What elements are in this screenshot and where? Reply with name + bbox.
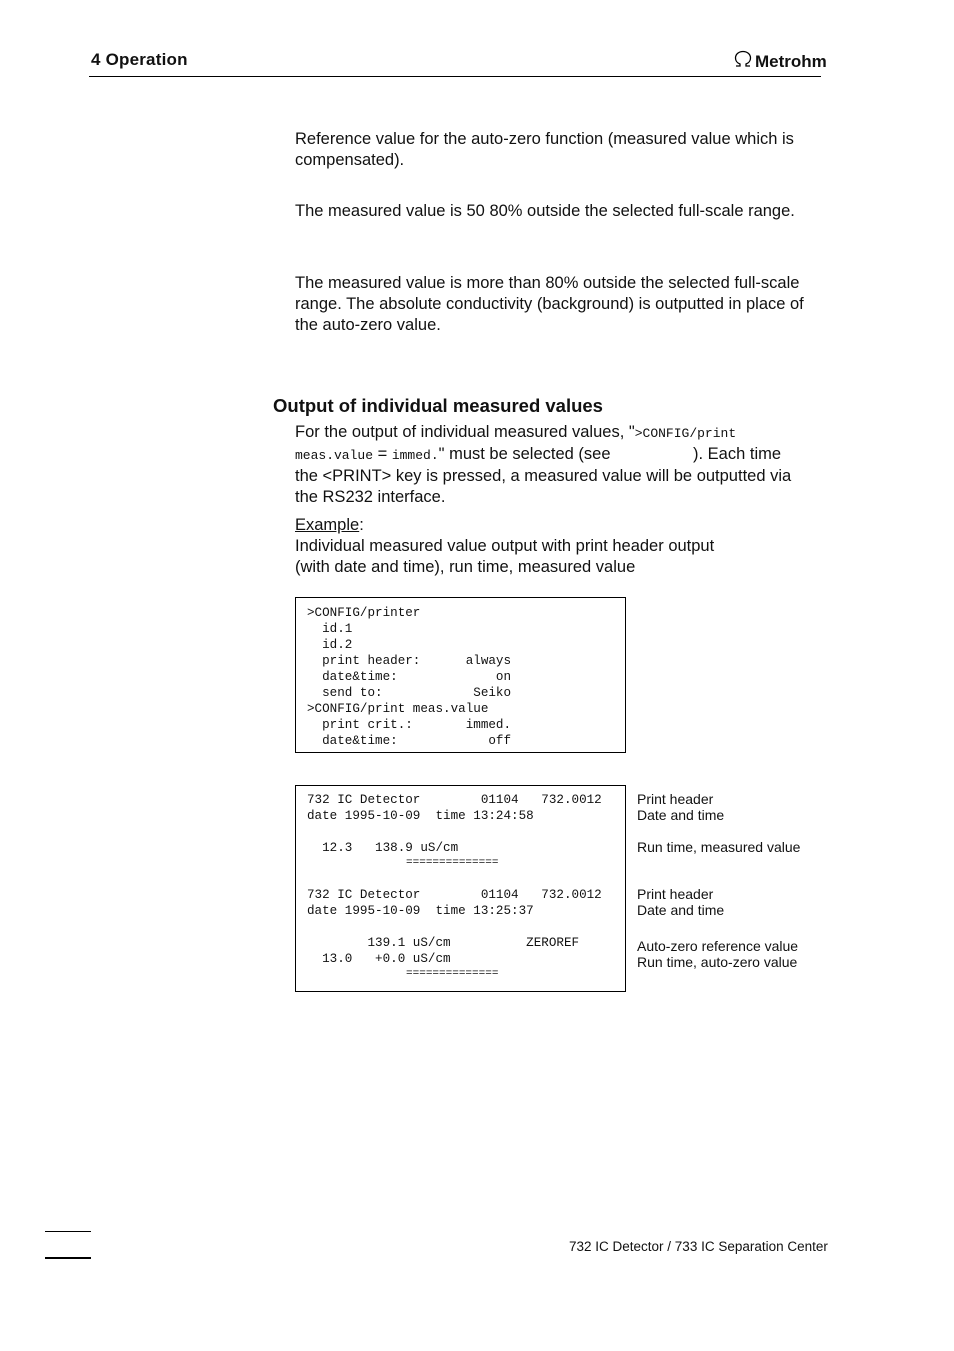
header-rule <box>89 76 821 77</box>
output-box <box>295 785 626 992</box>
paragraph-over-80: The measured value is more than 80% outside the selected full-scale range. The absolute conductivity (background) is outputted in place of the auto-zero value. <box>295 274 804 334</box>
instructions-eq: = <box>373 445 392 463</box>
output-line: date 1995-10-09 time 13:24:58 <box>307 809 534 823</box>
output-line: date 1995-10-09 time 13:25:37 <box>307 904 534 918</box>
output-line <box>307 919 602 935</box>
output-line <box>307 824 602 840</box>
note-print-header: Print header <box>637 791 714 807</box>
config-box <box>295 597 626 753</box>
paragraph-zero-reference: Reference value for the auto-zero function (measured value which is compensated). <box>295 130 794 169</box>
footer-title: 732 IC Detector / 733 IC Separation Center <box>569 1239 828 1254</box>
note-print-header: Print header <box>637 886 714 902</box>
footer-rule-bottom <box>45 1257 91 1259</box>
output-line: 13.0 +0.0 uS/cm <box>307 952 451 966</box>
code-immed: immed. <box>391 448 439 463</box>
output-line: 12.3 138.9 uS/cm <box>307 841 459 855</box>
config-line: date&time: off <box>307 734 512 748</box>
output-line: 732 IC Detector 01104 732.0012 <box>307 793 602 807</box>
instructions-text-b: " must be selected (see ). Each time the <PRINT> key is pressed, a measured value will be outputted via the RS232 interface. <box>295 445 796 506</box>
omega-icon <box>733 50 753 73</box>
config-line: id.1 <box>307 622 353 636</box>
code-config-print: >CONFIG/print meas.value <box>295 426 737 463</box>
config-line: date&time: on <box>307 670 512 684</box>
example-colon: : <box>359 516 364 534</box>
example-block <box>295 515 825 578</box>
output-separator: ============== <box>307 857 499 869</box>
output-line: 139.1 uS/cm ZEROREF <box>307 936 580 950</box>
note-run-time-measured: Run time, measured value <box>637 839 801 855</box>
output-line: 732 IC Detector 01104 732.0012 <box>307 888 602 902</box>
example-label: Example <box>295 516 360 534</box>
metrohm-logo <box>733 50 827 73</box>
config-line: >CONFIG/print meas.value <box>307 702 489 716</box>
config-line: >CONFIG/printer <box>307 606 421 620</box>
example-line-1: Individual measured value output with print header output <box>295 537 715 555</box>
chapter-title: 4 Operation <box>91 50 188 69</box>
instructions-text-a: For the output of individual measured values, " <box>295 423 635 441</box>
section-heading: Output of individual measured values <box>273 395 603 416</box>
footer-rule-top <box>45 1231 91 1232</box>
note-auto-zero-reference: Auto-zero reference value <box>637 938 799 954</box>
note-date-time: Date and time <box>637 902 725 918</box>
config-line: send to: Seiko <box>307 686 512 700</box>
output-separator: ============== <box>307 968 499 980</box>
config-line: print crit.: immed. <box>307 718 512 732</box>
paragraph-output-instructions <box>295 422 795 508</box>
config-line: print header: always <box>307 654 512 668</box>
output-line <box>307 870 602 887</box>
note-date-time: Date and time <box>637 807 725 823</box>
config-line: id.2 <box>307 638 353 652</box>
paragraph-50-80: The measured value is 50 80% outside the selected full-scale range. <box>295 202 795 220</box>
note-run-time-auto-zero: Run time, auto-zero value <box>637 954 798 970</box>
logo-wordmark: Metrohm <box>755 51 827 71</box>
example-line-2: (with date and time), run time, measured value <box>295 558 636 576</box>
